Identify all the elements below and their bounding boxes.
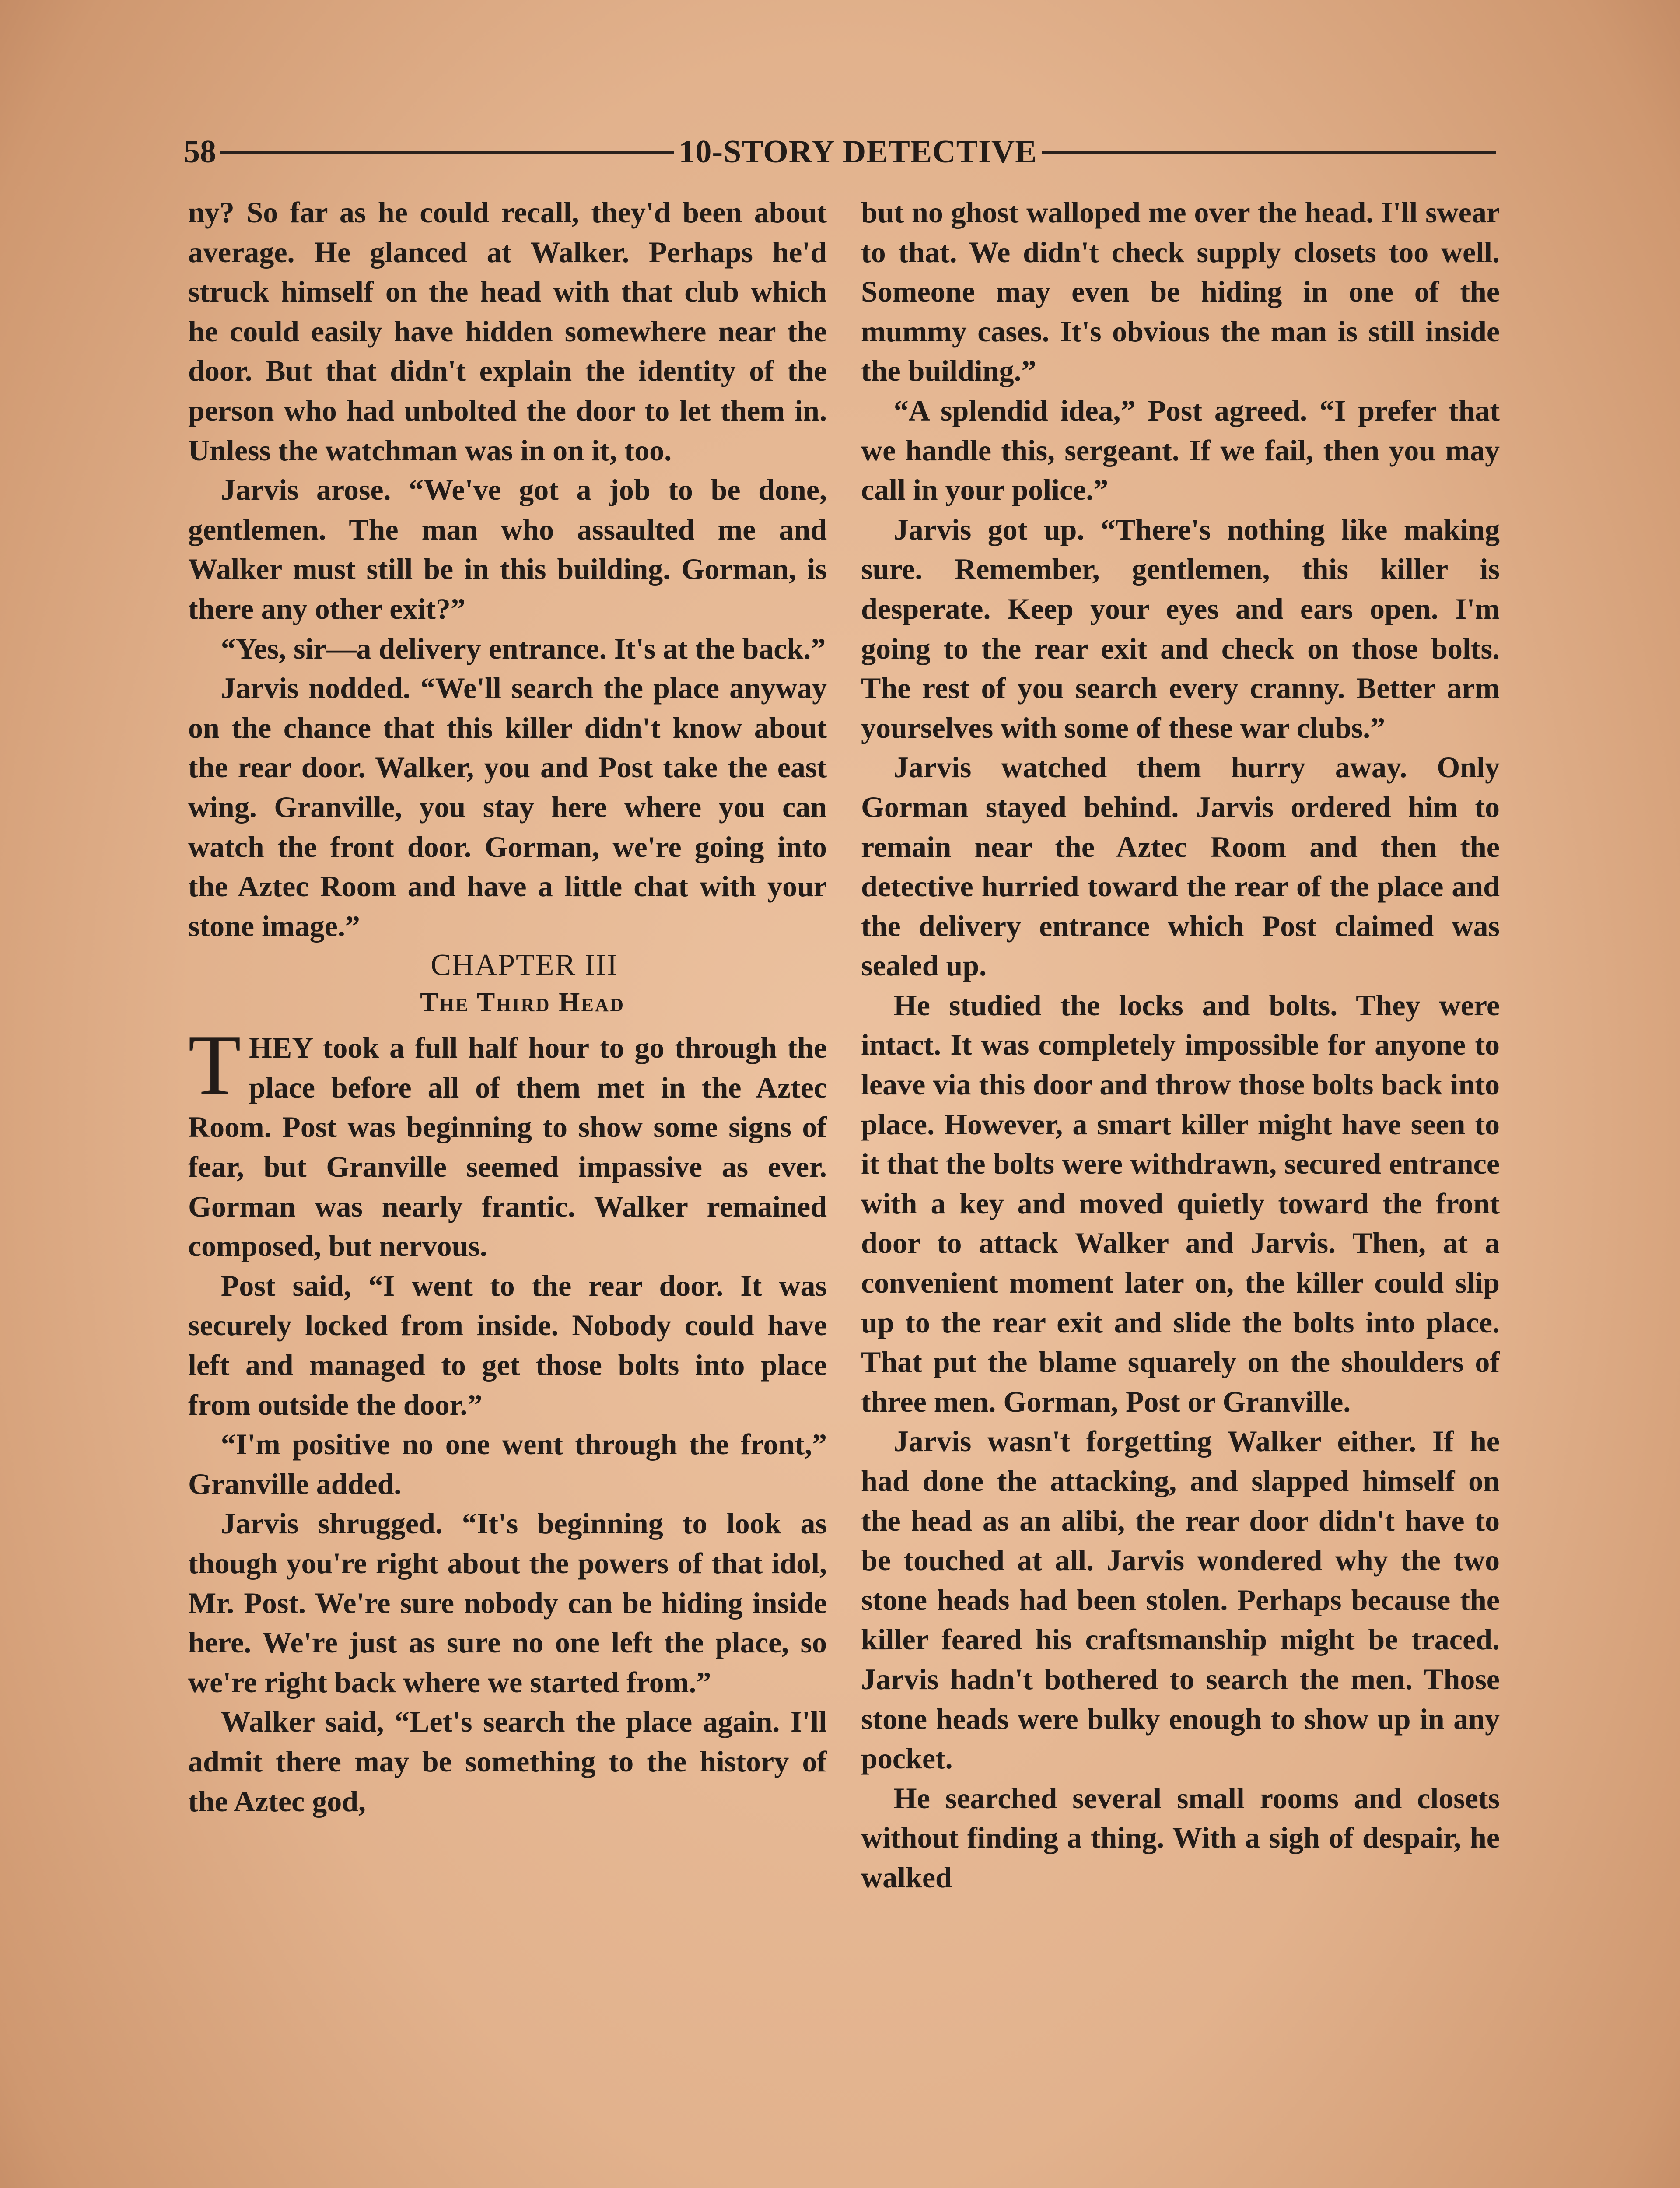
opening-text: HEY took a full half hour to go through the place before all of them met in the Aztec Room. Post was beginning to show some signs of fear, but Granville seemed impassive as ever. Gorman was nearly frantic. Walker remained composed, but nervous. (188, 1031, 827, 1263)
paragraph: He searched several small rooms and closets without finding a thing. With a sigh of despair, he walked (861, 1781, 1500, 1894)
paragraph: He studied the locks and bolts. They were intact. It was completely impossible for anyone to leave via this door and throw those bolts back into place. However, a smart killer might have seen to it that the bolts were withdrawn, secured entrance with a key and moved quietly toward the front door to attack Walker and Jarvis. Then, at a convenient moment later on, the killer could slip up to the rear exit and slide the bolts into place. That put the blame squarely on the shoulders of three men. Gorman, Post or Granville. (861, 988, 1500, 1418)
paragraph: Walker said, “Let's search the place again. I'll admit there may be something to the history of the Aztec god, (188, 1705, 827, 1818)
paragraph: Jarvis arose. “We've got a job to be done, gentlemen. The man who assaulted me and Walker must still be in this building. Gorman, is there any other exit?” (188, 473, 827, 625)
paragraph: Post said, “I went to the rear door. It was securely locked from inside. Nobody could have left and managed to get those bolts into place from outside the door.” (188, 1269, 827, 1421)
paragraph: “A splendid idea,” Post agreed. “I prefer that we handle this, sergeant. If we fail, then you may call in your police.” (861, 393, 1500, 507)
paragraph: Jarvis got up. “There's nothing like making sure. Remember, gentlemen, this killer is desperate. Keep your eyes and ears open. I'm going to the rear exit and check on those bolts. The rest of you search every cranny. Better arm yourselves with some of these war clubs.” (861, 512, 1500, 744)
paragraph: Jarvis watched them hurry away. Only Gorman stayed behind. Jarvis ordered him to remain near the Aztec Room and then the detective hurried toward the rear of the place and the delivery entrance which Post claimed was sealed up. (861, 750, 1500, 982)
right-column (861, 193, 1500, 1897)
page-header (184, 128, 1496, 176)
magazine-title: 10-STORY DETECTIVE (679, 133, 1037, 170)
left-column (188, 193, 827, 1821)
chapter-opening-paragraph (188, 1017, 827, 1266)
paragraph: ny? So far as he could recall, they'd been about average. He glanced at Walker. Perhaps he'd struck himself on the head with that club which he could easily have hidden somewhere near the door. But that didn't explain the identity of the person who had unbolted the door to let them in. Unless the watchman was in on it, too. (188, 196, 827, 467)
chapter-subtitle: The Third Head (420, 988, 625, 1018)
paragraph: Jarvis nodded. “We'll search the place anyway on the chance that this killer didn't know about the rear door. Walker, you and Post take the east wing. Granville, you stay here where you can watch the front door. Gorman, we're going into the Aztec Room and have a little chat with your stone image.” (188, 671, 827, 943)
drop-cap: T (188, 1017, 241, 1113)
paragraph: “Yes, sir—a delivery entrance. It's at the back.” (220, 631, 826, 665)
paragraph: “I'm positive no one went through the front,” Granville added. (188, 1427, 827, 1501)
chapter-heading: CHAPTER III (430, 948, 618, 982)
header-rule-right (1042, 151, 1496, 154)
page-number: 58 (184, 133, 216, 170)
paragraph: Jarvis shrugged. “It's beginning to look as though you're right about the powers of that idol, Mr. Post. We're sure nobody can be hiding inside here. We're just as sure no one left the place, so we're right back where we started from.” (188, 1507, 827, 1699)
paragraph: but no ghost walloped me over the head. I'll swear to that. We didn't check supply closets too well. Someone may even be hiding in one of the mummy cases. It's obvious the man is still inside the building.” (861, 196, 1500, 388)
header-rule-left (220, 151, 674, 154)
paragraph: Jarvis wasn't forgetting Walker either. If he had done the attacking, and slapped himself on the head as an alibi, the rear door didn't have to be touched at all. Jarvis wondered why the two stone heads had been stolen. Perhaps because the killer feared his craftsmanship might be traced. Jarvis hadn't bothered to search the men. Those stone heads were bulky enough to show up in any pocket. (861, 1424, 1500, 1775)
